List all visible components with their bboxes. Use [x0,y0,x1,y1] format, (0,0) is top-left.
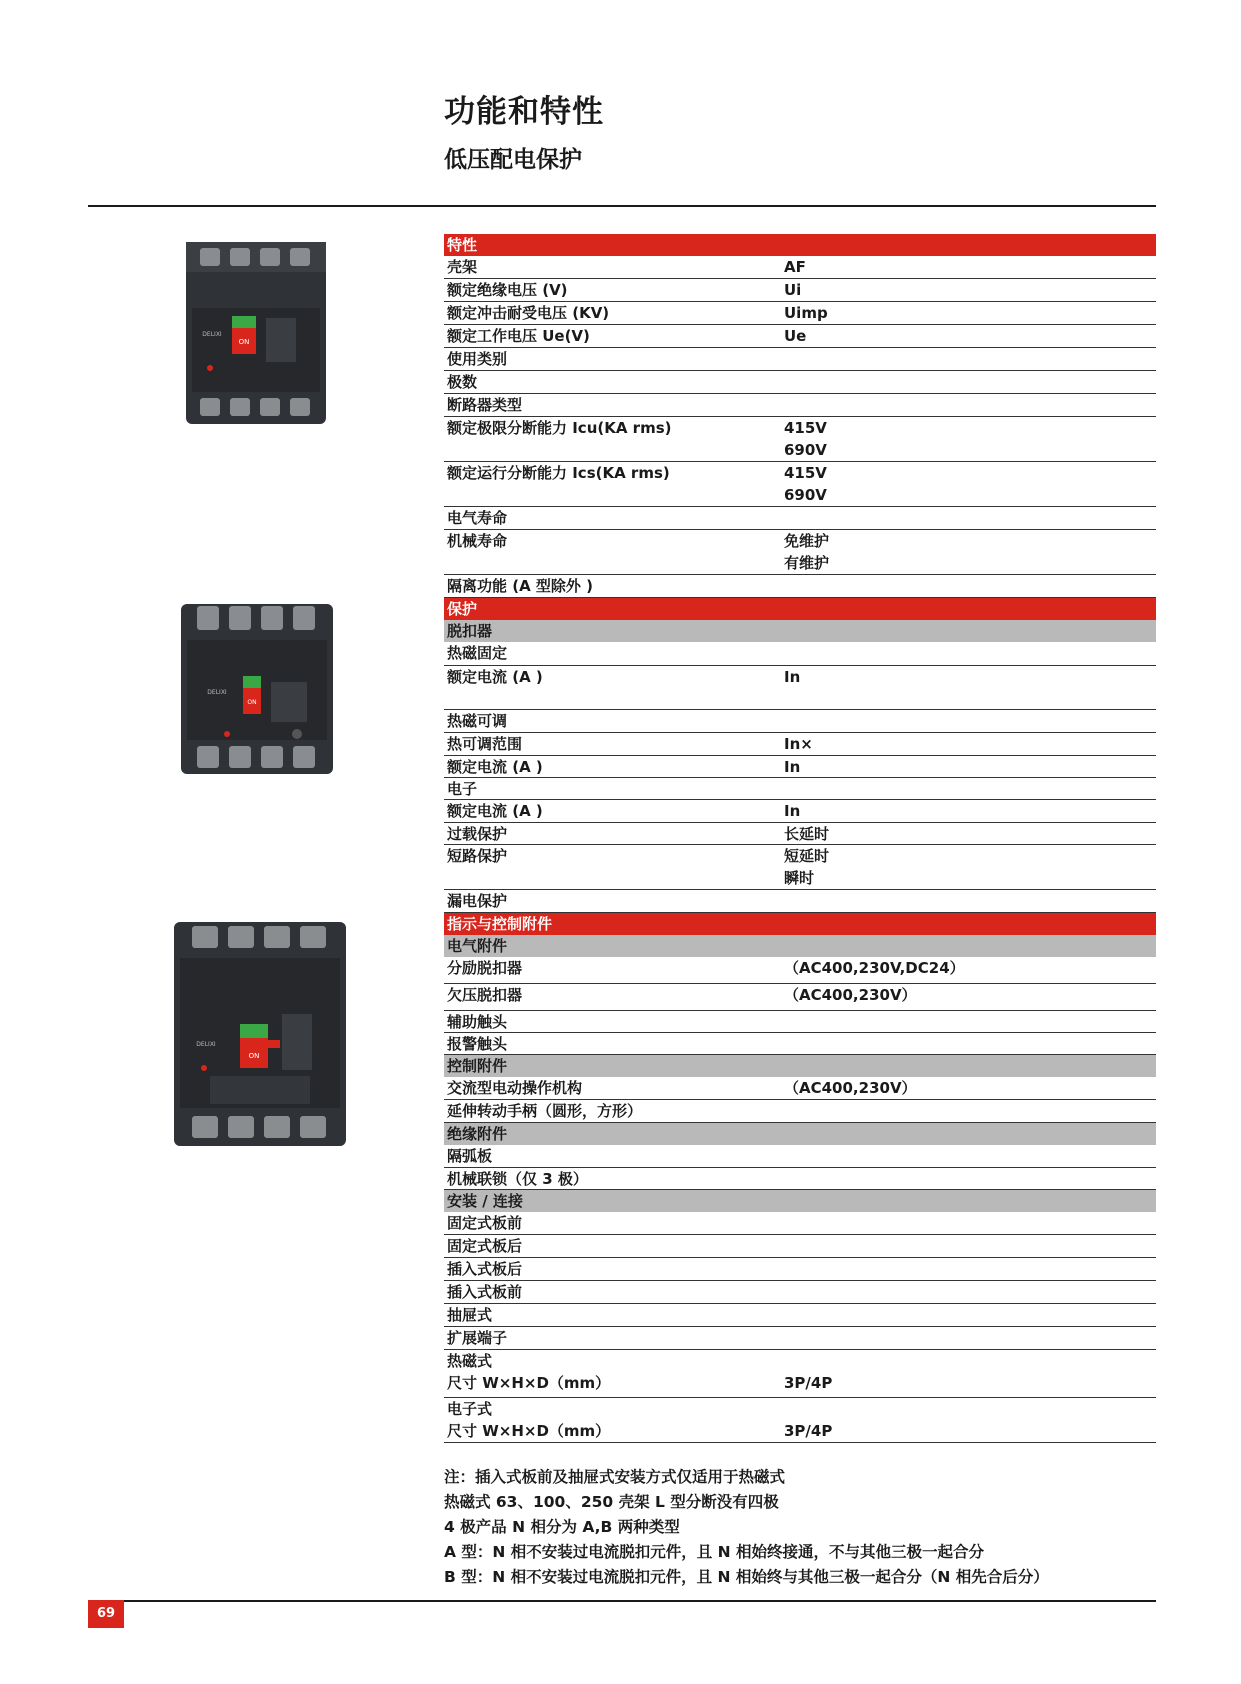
spec-label: 额定运行分断能力 Ics(KA rms) [447,464,670,482]
spec-row [444,1350,1156,1398]
spec-row [444,733,1156,756]
spec-label: 电子 [447,780,478,798]
subsection-header [444,935,1156,957]
note-line: A 型：N 相不安装过电流脱扣元件，且 N 相始终接通，不与其他三极一起合分 [444,1543,985,1561]
subsection-header [444,1123,1156,1145]
spec-label: 控制附件 [447,1057,508,1075]
spec-row [444,778,1156,800]
spec-label: 固定式板前 [447,1214,523,1232]
section-header [444,913,1156,935]
notes [444,1465,1049,1590]
spec-row [444,256,1156,279]
spec-label: 额定冲击耐受电压 (KV) [447,304,610,322]
spec-label: 漏电保护 [447,892,508,910]
spec-row [444,575,1156,598]
spec-label: 分励脱扣器 [447,959,523,977]
page-number: 69 [88,1600,124,1628]
spec-label: 热可调范围 [447,735,523,753]
spec-label: 电气附件 [447,937,508,955]
spec-label: 热磁可调 [447,712,508,730]
spec-label: 交流型电动操作机构 [447,1079,583,1097]
spec-label: 报警触头 [447,1035,508,1053]
spec-row [444,394,1156,417]
spec-row [444,800,1156,823]
spec-label: 热磁固定 [447,644,508,662]
spec-row [444,462,1156,507]
spec-label: 扩展端子 [447,1329,508,1347]
spec-row [444,710,1156,733]
spec-row [444,1145,1156,1168]
page-subtitle: 低压配电保护 [444,147,582,173]
subsection-header [444,1055,1156,1077]
spec-row [444,348,1156,371]
spec-label: 保护 [447,600,478,618]
note-line: 热磁式 63、100、250 壳架 L 型分断没有四极 [444,1493,779,1511]
spec-label: 抽屉式 [447,1306,493,1324]
spec-label: 额定极限分断能力 Icu(KA rms) [447,419,672,437]
subsection-header [444,620,1156,642]
spec-label: 指示与控制附件 [447,915,553,933]
spec-row [444,1281,1156,1304]
handle-label: ON [247,699,257,706]
spec-label: 额定工作电压 Ue(V) [447,327,590,345]
spec-row [444,823,1156,845]
brand-label: DELIXI [202,331,222,338]
handle-label: ON [248,1052,260,1060]
spec-row [444,845,1156,890]
section-header [444,234,1156,256]
spec-value: In [784,668,801,686]
spec-row [444,1235,1156,1258]
spec-label: 使用类别 [447,350,508,368]
spec-value: Ue [784,327,807,345]
spec-value: 免维护 有维护 [784,532,830,572]
spec-label: 短路保护 [447,847,508,865]
product-image-medium-breaker [177,600,337,782]
spec-row [444,1212,1156,1235]
spec-label: 额定电流 (A ) [447,758,543,776]
brand-label: DELIXI [207,689,227,696]
subsection-header [444,1190,1156,1212]
brand-label: DELIXI [196,1041,216,1048]
spec-row [444,325,1156,348]
footer-divider [88,1600,1156,1602]
spec-row [444,1327,1156,1350]
spec-row [444,984,1156,1011]
spec-label: 隔弧板 [447,1147,493,1165]
spec-row [444,507,1156,530]
spec-row [444,1011,1156,1033]
spec-value: （AC400,230V） [784,986,917,1004]
spec-row [444,1168,1156,1190]
spec-value: 3P/4P [784,1374,833,1392]
spec-label: 固定式板后 [447,1237,523,1255]
spec-label: 机械联锁（仅 3 极） [447,1170,588,1188]
spec-row [444,957,1156,984]
spec-label: 安装 / 连接 [447,1192,523,1210]
spec-row [444,1258,1156,1281]
spec-value: （AC400,230V） [784,1079,917,1097]
spec-label: 欠压脱扣器 [447,986,523,1004]
spec-label: 额定电流 (A ) [447,802,543,820]
spec-value: In [784,802,801,820]
product-image-large-breaker [170,918,350,1154]
specification-table [444,234,1156,1443]
spec-label: 延伸转动手柄（圆形，方形） [447,1102,643,1120]
spec-value: In [784,758,801,776]
spec-label: 过载保护 [447,825,508,843]
spec-label: 特性 [447,236,478,254]
spec-value: In× [784,735,813,753]
spec-row [444,302,1156,325]
spec-value: Ui [784,281,802,299]
spec-label: 热磁式 尺寸 W×H×D（mm） [447,1352,611,1392]
spec-label: 壳架 [447,258,478,276]
spec-label: 绝缘附件 [447,1125,508,1143]
spec-label: 机械寿命 [447,532,508,550]
spec-row [444,1304,1156,1327]
header-divider [88,205,1156,207]
spec-row [444,417,1156,462]
section-header [444,598,1156,620]
spec-label: 插入式板前 [447,1283,523,1301]
spec-label: 极数 [447,373,478,391]
spec-row [444,666,1156,710]
spec-row [444,1398,1156,1443]
spec-value: 415V 690V [784,464,827,504]
spec-value: （AC400,230V,DC24） [784,959,965,977]
spec-label: 额定电流 (A ) [447,668,543,686]
spec-value: 415V 690V [784,419,827,459]
note-line: 4 极产品 N 相分为 A,B 两种类型 [444,1518,680,1536]
spec-row [444,1033,1156,1055]
note-line: B 型：N 相不安装过电流脱扣元件，且 N 相始终与其他三极一起合分（N 相先合后分） [444,1568,1049,1586]
spec-row [444,530,1156,575]
spec-label: 断路器类型 [447,396,523,414]
spec-value: AF [784,258,806,276]
spec-label: 脱扣器 [447,622,493,640]
page-title: 功能和特性 [444,94,604,130]
spec-value: 短延时 瞬时 [784,847,830,887]
spec-value: 3P/4P [784,1422,833,1440]
spec-row [444,279,1156,302]
spec-row [444,1077,1156,1100]
spec-value: 长延时 [784,825,830,843]
spec-row [444,890,1156,913]
spec-row [444,756,1156,778]
handle-label: ON [238,338,250,346]
spec-value: Uimp [784,304,828,322]
spec-label: 插入式板后 [447,1260,523,1278]
spec-label: 电气寿命 [447,509,508,527]
spec-label: 隔离功能 (A 型除外 ) [447,577,593,595]
note-line: 注：插入式板前及抽屉式安装方式仅适用于热磁式 [444,1468,786,1486]
spec-row [444,642,1156,666]
spec-row [444,1100,1156,1123]
spec-label: 电子式 尺寸 W×H×D（mm） [447,1400,611,1440]
product-image-small-breaker [182,238,330,432]
spec-label: 额定绝缘电压 (V) [447,281,568,299]
spec-label: 辅助触头 [447,1013,508,1031]
spec-row [444,371,1156,394]
